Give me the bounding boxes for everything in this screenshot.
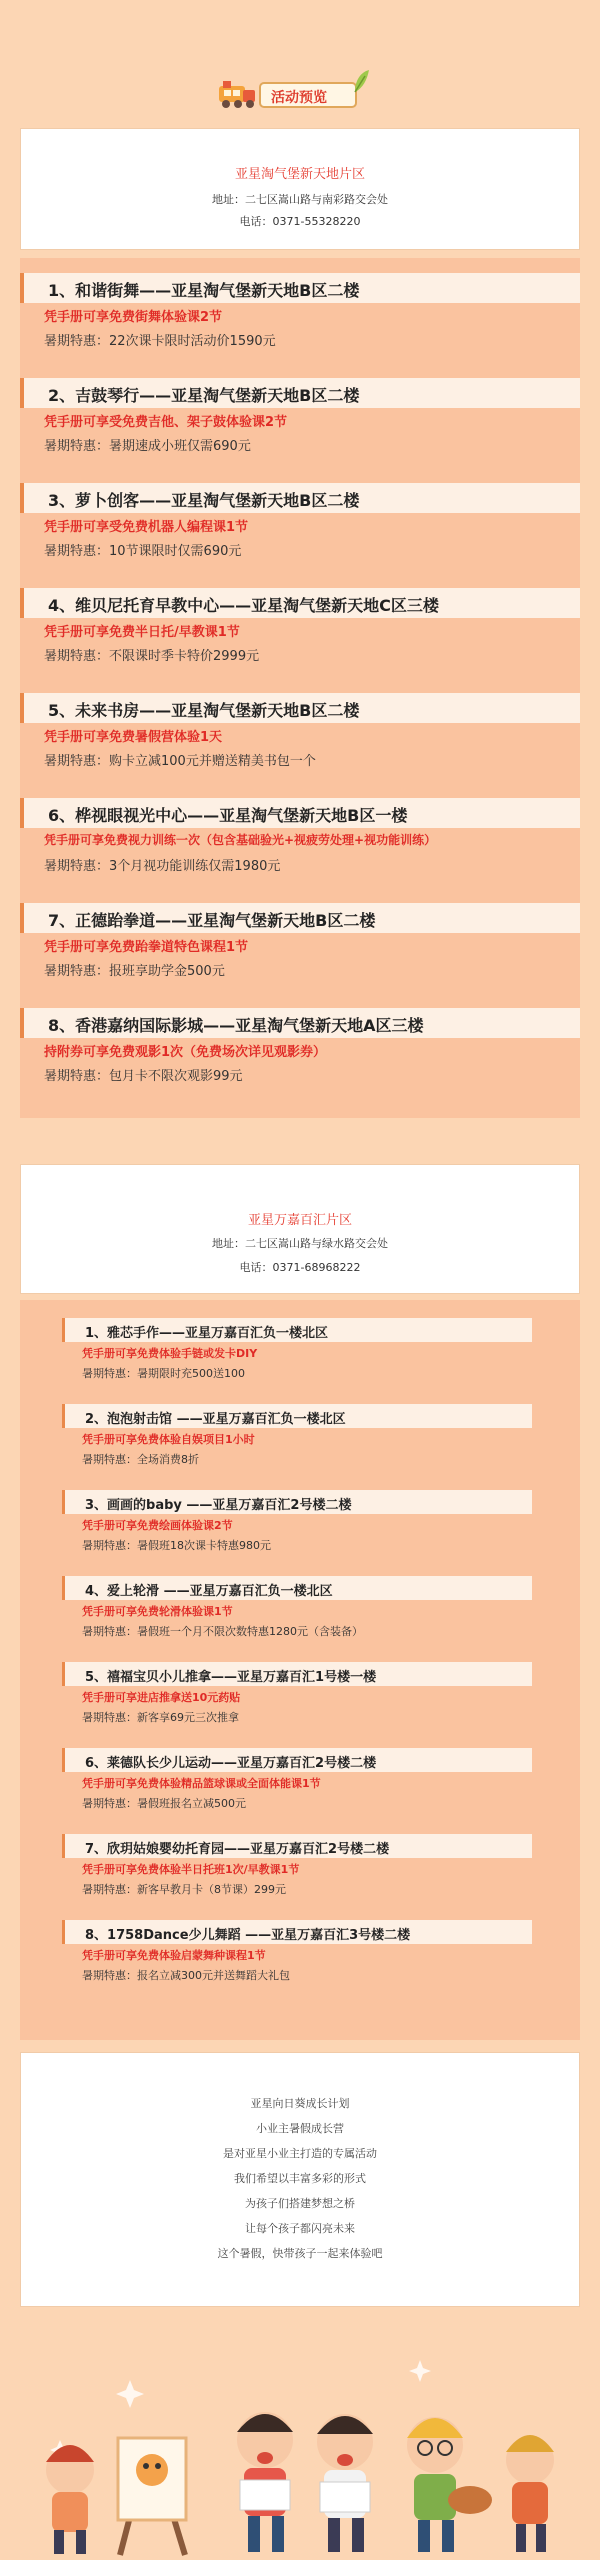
item-promo: 暑期特惠：全场消费8折 bbox=[82, 1453, 199, 1466]
item-title: 8、1758Dance少儿舞蹈 ——亚星万嘉百汇3号楼二楼 bbox=[85, 1928, 411, 1943]
item-title: 7、欣玥姑娘婴幼托育园——亚星万嘉百汇2号楼二楼 bbox=[85, 1842, 390, 1857]
item-promo: 暑期特惠：3个月视功能训练仅需1980元 bbox=[44, 859, 281, 874]
item-title: 3、画画的baby ——亚星万嘉百汇2号楼二楼 bbox=[85, 1498, 352, 1513]
item-promo: 暑期特惠：包月卡不限次观影99元 bbox=[44, 1069, 243, 1084]
area-title: 亚星淘气堡新天地片区 bbox=[234, 167, 365, 182]
item-header bbox=[20, 378, 580, 408]
item-promo: 暑期特惠：报名立减300元并送舞蹈大礼包 bbox=[82, 1969, 290, 1982]
item-header bbox=[62, 1662, 532, 1686]
item-promo: 暑期特惠：10节课限时仅需690元 bbox=[44, 544, 242, 559]
item-header bbox=[62, 1576, 532, 1600]
item-note: 凭手册可享免费街舞体验课2节 bbox=[44, 310, 223, 325]
item-header bbox=[62, 1490, 532, 1514]
item-title: 1、和谐街舞——亚星淘气堡新天地B区二楼 bbox=[48, 281, 360, 300]
item-note: 凭手册可享免费轮滑体验课1节 bbox=[82, 1605, 233, 1618]
item-header bbox=[20, 798, 580, 828]
item-title: 2、泡泡射击馆 ——亚星万嘉百汇负一楼北区 bbox=[85, 1412, 346, 1427]
train-icon bbox=[217, 78, 259, 110]
item-title: 4、爱上轮滑 ——亚星万嘉百汇负一楼北区 bbox=[85, 1584, 333, 1599]
closing-line: 为孩子们搭建梦想之桥 bbox=[245, 2197, 355, 2210]
item-note: 持附券可享免费观影1次（免费场次详见观影券） bbox=[44, 1045, 327, 1060]
closing-card bbox=[20, 2052, 580, 2307]
item-note: 凭手册可享免费暑假营体验1天 bbox=[44, 730, 223, 745]
item-header bbox=[20, 903, 580, 933]
closing-line: 是对亚星小业主打造的专属活动 bbox=[223, 2147, 377, 2160]
leaf-icon bbox=[351, 68, 371, 94]
area-address: 地址：二七区嵩山路与南彩路交会处 bbox=[212, 193, 388, 206]
item-promo: 暑期特惠：暑假班报名立减500元 bbox=[82, 1797, 246, 1810]
item-promo: 暑期特惠：暑期限时充500送100 bbox=[82, 1367, 245, 1380]
item-note: 凭手册可享免费体验启蒙舞种课程1节 bbox=[82, 1949, 266, 1962]
item-header bbox=[20, 483, 580, 513]
item-header bbox=[20, 273, 580, 303]
item-header bbox=[20, 693, 580, 723]
closing-line: 亚星向日葵成长计划 bbox=[250, 2097, 350, 2110]
closing-line: 小业主暑假成长营 bbox=[256, 2122, 344, 2135]
item-title: 5、禧福宝贝小儿推拿——亚星万嘉百汇1号楼一楼 bbox=[85, 1670, 377, 1685]
item-title: 6、莱德队长少儿运动——亚星万嘉百汇2号楼二楼 bbox=[85, 1756, 377, 1771]
item-title: 5、未来书房——亚星淘气堡新天地B区二楼 bbox=[48, 701, 360, 720]
item-header bbox=[62, 1404, 532, 1428]
item-title: 3、萝卜创客——亚星淘气堡新天地B区二楼 bbox=[48, 491, 360, 510]
item-note: 凭手册可享免费绘画体验课2节 bbox=[82, 1519, 233, 1532]
item-promo: 暑期特惠：22次课卡限时活动价1590元 bbox=[44, 334, 276, 349]
item-promo: 暑期特惠：新客早教月卡（8节课）299元 bbox=[82, 1883, 286, 1896]
item-promo: 暑期特惠：报班享助学金500元 bbox=[44, 964, 225, 979]
area-phone: 电话：0371-68968222 bbox=[239, 1261, 361, 1274]
banner-label bbox=[259, 82, 357, 108]
area-card-1 bbox=[20, 128, 580, 250]
banner-title: 活动预览 bbox=[271, 90, 327, 106]
item-header bbox=[62, 1834, 532, 1858]
item-title: 7、正德跆拳道——亚星淘气堡新天地B区二楼 bbox=[48, 911, 376, 930]
closing-line: 让每个孩子都闪亮未来 bbox=[245, 2222, 355, 2235]
item-note: 凭手册可享免费体验半日托班1次/早教课1节 bbox=[82, 1863, 300, 1876]
area-address: 地址：二七区嵩山路与绿水路交会处 bbox=[212, 1237, 388, 1250]
item-note: 凭手册可享免费体验精品篮球课或全面体能课1节 bbox=[82, 1777, 321, 1790]
item-note: 凭手册可享免费体验手链或发卡DIY bbox=[82, 1347, 258, 1360]
item-header bbox=[62, 1318, 532, 1342]
item-promo: 暑期特惠：暑假班一个月不限次数特惠1280元（含装备） bbox=[82, 1625, 363, 1638]
item-title: 1、雅芯手作——亚星万嘉百汇负一楼北区 bbox=[85, 1326, 329, 1341]
item-title: 4、维贝尼托育早教中心——亚星淘气堡新天地C区三楼 bbox=[48, 596, 439, 615]
item-header bbox=[62, 1920, 532, 1944]
item-title: 6、桦视眼视光中心——亚星淘气堡新天地B区一楼 bbox=[48, 806, 408, 825]
item-note: 凭手册可享免费半日托/早教课1节 bbox=[44, 625, 240, 640]
item-title: 2、吉鼓琴行——亚星淘气堡新天地B区二楼 bbox=[48, 386, 360, 405]
item-note: 凭手册可享免费体验自娱项目1小时 bbox=[82, 1433, 255, 1446]
activity-preview-banner bbox=[215, 68, 365, 114]
kids-illustration bbox=[0, 2320, 600, 2560]
item-promo: 暑期特惠：暑假班18次课卡特惠980元 bbox=[82, 1539, 271, 1552]
item-note: 凭手册可享受免费机器人编程课1节 bbox=[44, 520, 249, 535]
item-promo: 暑期特惠：购卡立减100元并赠送精美书包一个 bbox=[44, 754, 316, 769]
area-card-2 bbox=[20, 1164, 580, 1294]
item-title: 8、香港嘉纳国际影城——亚星淘气堡新天地A区三楼 bbox=[48, 1016, 424, 1035]
closing-line: 我们希望以丰富多彩的形式 bbox=[234, 2172, 366, 2185]
item-promo: 暑期特惠：不限课时季卡特价2999元 bbox=[44, 649, 260, 664]
item-header bbox=[62, 1748, 532, 1772]
item-note: 凭手册可享受免费吉他、架子鼓体验课2节 bbox=[44, 415, 288, 430]
area-phone: 电话：0371-55328220 bbox=[239, 215, 361, 228]
item-promo: 暑期特惠：暑期速成小班仅需690元 bbox=[44, 439, 251, 454]
closing-line: 这个暑假，快带孩子一起来体验吧 bbox=[217, 2247, 383, 2260]
item-note: 凭手册可享免费跆拳道特色课程1节 bbox=[44, 940, 249, 955]
item-note: 凭手册可享进店推拿送10元药贴 bbox=[82, 1691, 241, 1704]
item-header bbox=[20, 588, 580, 618]
area-title: 亚星万嘉百汇片区 bbox=[247, 1213, 352, 1228]
item-header bbox=[20, 1008, 580, 1038]
item-promo: 暑期特惠：新客享69元三次推拿 bbox=[82, 1711, 239, 1724]
item-note: 凭手册可享免费视力训练一次（包含基础验光+视疲劳处理+视功能训练） bbox=[44, 833, 437, 847]
